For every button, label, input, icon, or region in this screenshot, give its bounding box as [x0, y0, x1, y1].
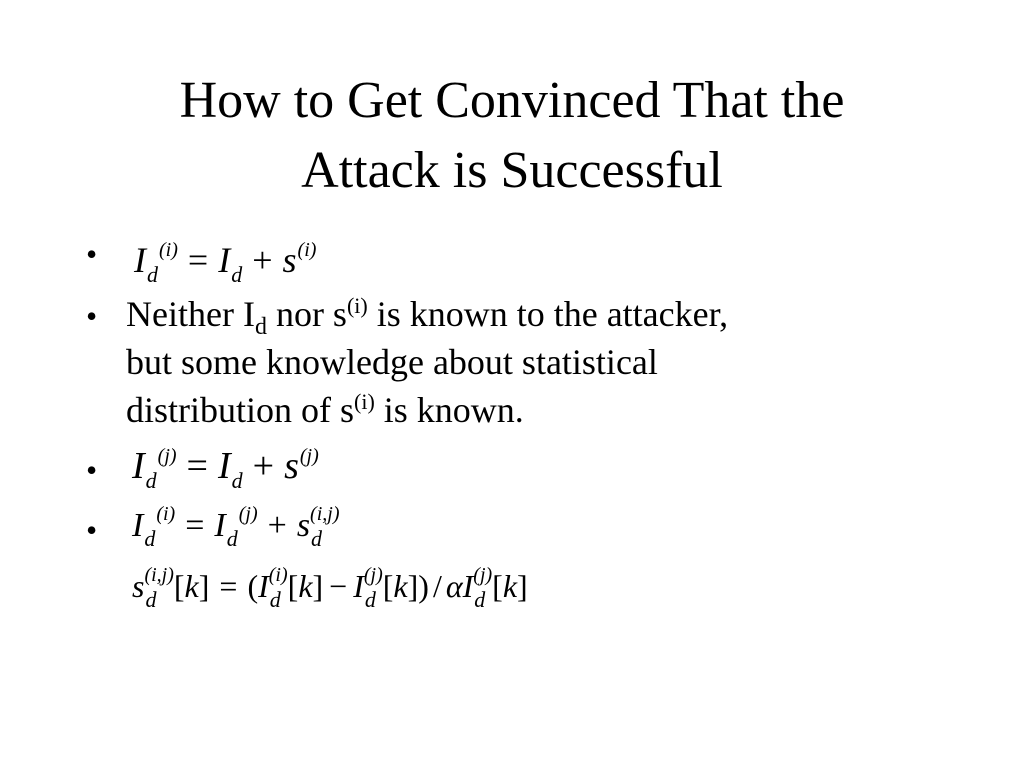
text-bullet-line-2: but some knowledge about statistical	[126, 342, 658, 382]
equation-2: $I_d^{(j)} = I_d + s^{(j)}$	[132, 445, 319, 493]
equation-4: $s_d^{(i,j)}[k] = (I_d^{(i)}[k] - I_d^{(j)}[k]) / \alpha I_d^{(j)}[k]$	[132, 564, 528, 612]
equation-1: $I_d^{(i)} = I_d + s^{(i)}$	[134, 239, 317, 287]
bullet-marker: •	[86, 512, 98, 548]
text-segment: is known to the attacker,	[367, 294, 729, 334]
text-bullet-line-3	[126, 386, 524, 434]
slide-title	[0, 66, 1024, 206]
text-segment: nor s	[266, 294, 347, 334]
text-bullet-line-1	[126, 290, 729, 341]
text-segment: is known.	[374, 390, 524, 430]
text-superscript: (i)	[346, 293, 368, 318]
bullet-marker: •	[86, 298, 98, 334]
text-superscript: (i)	[354, 389, 375, 414]
bullet-marker: •	[86, 236, 98, 272]
title-line-1: How to Get Convinced That the	[179, 72, 845, 129]
equation-3: $I_d^{(i)} = I_d^{(j)} + s_d^{(i,j)}$	[132, 503, 340, 551]
text-segment: distribution of s	[126, 390, 355, 430]
text-segment: Neither I	[126, 294, 255, 334]
text-subscript: d	[254, 314, 267, 341]
bullet-marker: •	[86, 452, 98, 488]
title-line-2: Attack is Successful	[301, 142, 723, 199]
